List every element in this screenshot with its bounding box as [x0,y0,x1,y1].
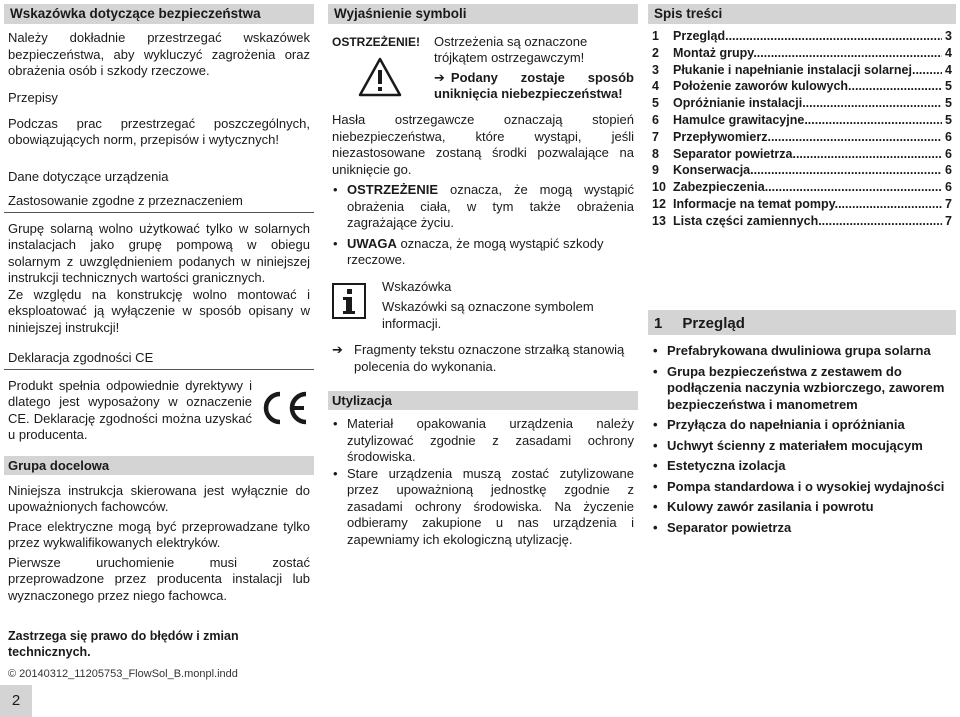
overview-title: Przegląd [682,314,745,332]
regulations-text: Podczas prac przestrzegać poszczególnych, obowiązujących norm, przepisów i wytycznych! [8,115,310,147]
intended-use-title: Zastosowanie zgodne z przeznaczeniem [4,193,314,213]
safety-text: Należy dokładnie przestrzegać wskazówek bezpieczeństwa, aby wykluczyć zagrożenia oraz obrażenia osób i szkody rzeczowe. [8,30,310,78]
toc-item[interactable]: 6 Hamulce grawitacyjne ..... 5 [652,112,952,129]
list-item: • Kulowy zawór zasilania i powrotu [652,499,952,516]
target-text-2: Prace elektryczne mogą być przeprowadzane tylko przez wykwalifikowanych elektryków. [8,518,310,550]
toc-item[interactable]: 7 Przepływomierz ..... 6 [652,129,952,146]
toc-item[interactable]: 3 Płukanie i napełnianie instalacji solarnej ..... 4 [652,62,952,79]
arrow-icon: ➔ [434,70,445,85]
list-item: • Prefabrykowana dwuliniowa grupa solarna [652,343,952,360]
ce-title: Deklaracja zgodności CE [4,350,314,370]
target-text-3: Pierwsze uruchomienie musi zostać przeprowadzone przez producenta instalacji lub wyznaczonego przez niego fachowca. [8,554,310,603]
regulations-header-wrap [4,90,314,105]
toc-item[interactable]: 5 Opróżnianie instalacji ..... 5 [652,95,952,112]
note-title: Wskazówka [382,278,452,294]
ce-mark-icon [258,388,310,428]
toc-item[interactable]: 10 Zabezpieczenia ..... 6 [652,179,952,196]
column-middle [328,4,638,548]
column-left [4,4,314,604]
toc-item[interactable]: 4 Położenie zaworów kulowych ..... 5 [652,78,952,95]
warning-label: OSTRZEŻENIE! [332,35,421,49]
disposal-header: Utylizacja [328,391,638,410]
list-item: • Przyłącza do napełniania i opróżniania [652,417,952,434]
signal-list [328,182,638,269]
warning-action: Podany zostaje sposób uniknięcia niebezpieczeństwa! [434,70,634,101]
toc-item[interactable]: 9 Konserwacja ..... 6 [652,162,952,179]
page-number: 2 [0,685,32,717]
table-of-contents [648,28,956,230]
ce-section [4,378,314,444]
target-text-1: Niniejsza instrukcja skierowana jest wyłącznie do upoważnionych fachowców. [8,482,310,514]
signal-words-text: Hasła ostrzegawcze oznaczają stopień niebezpieczeństwa, które wystąpi, jeśli niezastosowane zostaną środki pozwalające na uniknięcie go. [332,112,634,177]
list-item: • Pompa standardowa i o wysokiej wydajności [652,479,952,496]
toc-header: Spis treści [648,4,956,24]
column-right [648,4,956,540]
disposal-list [328,416,638,548]
arrow-instruction [328,342,638,375]
reservation-note: Zastrzega się prawo do błędów i zmian technicznych. [8,629,239,659]
warning-box [328,32,638,104]
list-item: • Grupa bezpieczeństwa z zestawem do podłączenia naczynia wzbiorczego, zaworem bezpieczeństwa i manometrem [652,364,952,414]
list-item: • UWAGA oznacza, że mogą wystąpić szkody rzeczowe. [332,236,634,269]
intended-use-text-2: Ze względu na konstrukcję wolno montować i eksploatować ją wyłączenie w sposób opisany w niniejszej instrukcji! [8,286,310,335]
arrow-icon: ➔ [332,342,343,357]
list-item: • Estetyczna izolacja [652,458,952,475]
warning-triangle-icon [358,57,402,97]
warning-action-row [434,70,634,102]
symbols-header: Wyjaśnienie symboli [328,4,638,24]
regulations-header: Przepisy [8,89,58,105]
toc-item[interactable]: 12 Informacje na temat pompy ..... 7 [652,196,952,213]
list-item: • Separator powietrza [652,520,952,537]
toc-item[interactable]: 13 Lista części zamiennych ..... 7 [652,213,952,230]
target-header: Grupa docelowa [4,456,314,475]
list-item: • Uchwyt ścienny z materiałem mocującym [652,438,952,455]
toc-item[interactable]: 8 Separator powietrza ..... 6 [652,146,952,163]
overview-number: 1 [654,314,663,332]
list-item: • OSTRZEŻENIE oznacza, że mogą wystąpić obrażenia ciała, w tym także obrażenia zagrażające życiu. [332,182,634,232]
overview-header [648,310,956,336]
info-icon [332,283,366,319]
warning-text: Ostrzeżenia są oznaczone trójkątem ostrzegawczym! [434,34,588,65]
note-text: Wskazówki są oznaczone symbolem informacji. [382,299,594,331]
file-name: © 20140312_11205753_FlowSol_B.monpl.indd [8,668,238,680]
note-box [328,277,638,333]
toc-item[interactable]: 1 Przegląd ..... 3 [652,28,952,45]
toc-item[interactable]: 2 Montaż grupy ..... 4 [652,45,952,62]
arrow-text: Fragmenty tekstu oznaczone strzałką stanowią polecenia do wykonania. [354,342,625,374]
list-item: • Materiał opakowania urządzenia należy zutylizować zgodnie z zasadami ochrony środowiska. [332,416,634,466]
list-item: • Stare urządzenia muszą zostać zutylizowane przez upoważnioną jednostkę zgodnie z zasadami ochrony środowiska. Na życzenie odbieramy zakupione u nas urządzenia i zapewniamy ich ekologiczną utylizację. [332,466,634,549]
ce-text: Produkt spełnia odpowiednie dyrektywy i dlatego jest wyposażony w oznaczenie CE. Deklarację zgodności można uzyskać u producenta. [8,377,252,442]
intended-use-text-1: Grupę solarną wolno użytkować tylko w solarnych instalacjach jako grupę pompową w obiegu solarnym z uwzględnieniem podanych w niniejszej instrukcji technicznych wartości granicznych. [8,220,310,285]
overview-list [648,343,956,536]
device-data-title: Dane dotyczące urządzenia [8,168,169,184]
safety-header: Wskazówka dotyczące bezpieczeństwa [4,4,314,24]
